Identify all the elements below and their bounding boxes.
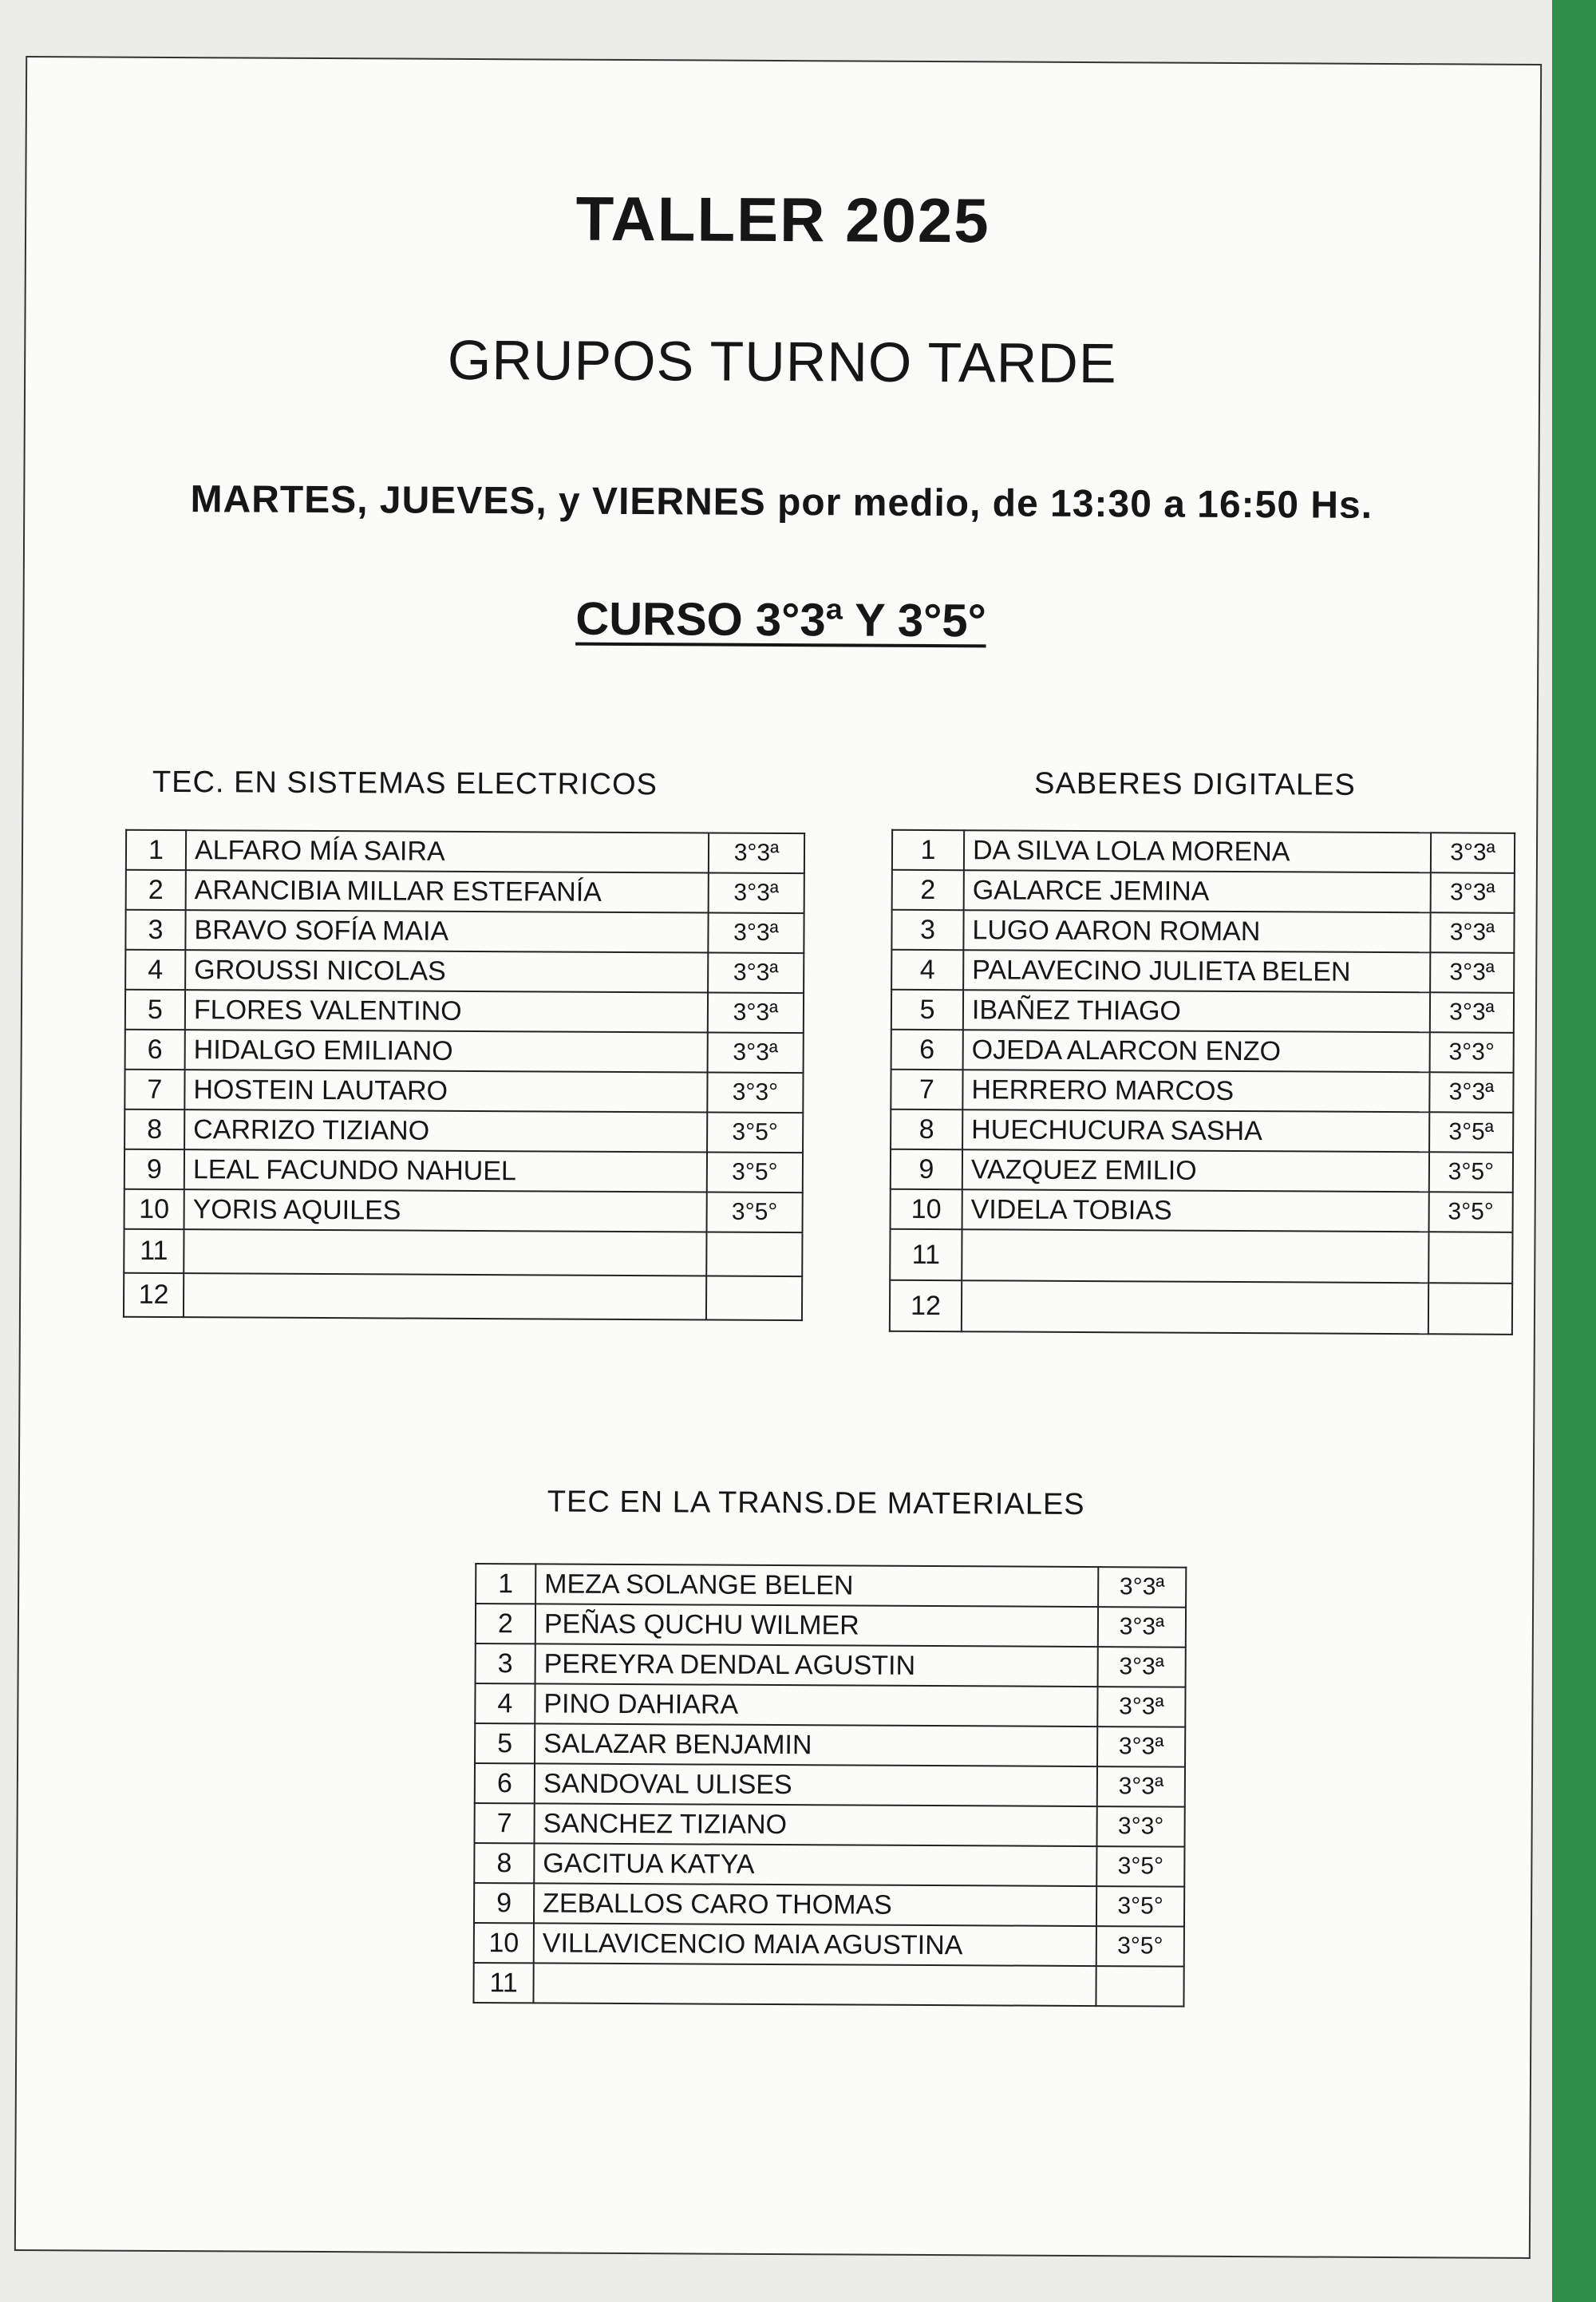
student-name: SALAZAR BENJAMIN — [535, 1723, 1097, 1766]
row-number: 2 — [126, 870, 186, 910]
row-number: 7 — [124, 1070, 184, 1109]
row-number: 3 — [476, 1643, 535, 1683]
student-course: 3°3ª — [1429, 1072, 1513, 1113]
student-course: 3°3ª — [1430, 992, 1514, 1033]
student-name: YORIS AQUILES — [184, 1189, 707, 1232]
document-sheet — [14, 56, 1542, 2259]
group-electricos-title: TEC. EN SISTEMAS ELECTRICOS — [152, 765, 658, 802]
student-course — [706, 1276, 802, 1321]
student-name: GACITUA KATYA — [534, 1843, 1096, 1886]
student-name — [962, 1229, 1428, 1283]
table-row — [892, 830, 1515, 873]
student-course: 3°5° — [1096, 1926, 1184, 1967]
row-number: 6 — [891, 1030, 963, 1070]
table-row — [473, 1963, 1183, 2007]
row-number: 8 — [891, 1109, 962, 1149]
table-row — [125, 990, 804, 1033]
table-row — [474, 1923, 1184, 1967]
page-title: TALLER 2025 — [575, 183, 990, 256]
table-row — [891, 1189, 1513, 1232]
table-row — [125, 1030, 804, 1073]
student-name: LUGO AARON ROMAN — [963, 910, 1430, 952]
row-number: 9 — [124, 1149, 184, 1189]
group-saberes-title: SABERES DIGITALES — [1033, 766, 1356, 802]
row-number: 1 — [126, 830, 186, 870]
student-name: SANCHEZ TIZIANO — [534, 1803, 1096, 1846]
student-name: PEREYRA DENDAL AGUSTIN — [535, 1643, 1098, 1687]
student-name: HERRERO MARCOS — [962, 1070, 1429, 1112]
student-name: ZEBALLOS CARO THOMAS — [534, 1883, 1096, 1926]
course-heading — [22, 589, 1539, 651]
student-course: 3°3ª — [1098, 1647, 1186, 1687]
row-number: 5 — [125, 990, 185, 1030]
student-course: 3°5° — [1429, 1152, 1513, 1193]
student-name: VILLAVICENCIO MAIA AGUSTINA — [534, 1923, 1096, 1966]
table-row — [124, 1229, 802, 1276]
table-row — [475, 1683, 1185, 1727]
table-row — [891, 950, 1514, 993]
table-row — [475, 1763, 1185, 1807]
student-course: 3°3ª — [1431, 833, 1515, 873]
table-row — [890, 1280, 1512, 1335]
student-course: 3°5° — [1096, 1886, 1184, 1927]
row-number: 3 — [125, 910, 185, 950]
background-edge — [1552, 0, 1596, 2302]
row-number: 1 — [892, 830, 964, 870]
row-number: 4 — [891, 950, 963, 990]
row-number: 9 — [891, 1149, 962, 1189]
row-number: 6 — [125, 1030, 185, 1070]
table-row — [474, 1803, 1184, 1847]
table-row — [890, 1229, 1512, 1284]
student-course: 3°3ª — [1098, 1567, 1186, 1608]
row-number: 10 — [124, 1189, 184, 1229]
student-name: VAZQUEZ EMILIO — [962, 1149, 1429, 1192]
table-row — [891, 1149, 1513, 1193]
student-name: HOSTEIN LAUTARO — [184, 1070, 707, 1112]
student-course: 3°5° — [1096, 1846, 1184, 1887]
table-row — [475, 1723, 1185, 1767]
student-course: 3°3ª — [708, 913, 804, 954]
student-course: 3°3ª — [1098, 1607, 1186, 1647]
table-row — [891, 990, 1514, 1033]
student-name: HUECHUCURA SASHA — [962, 1109, 1429, 1152]
student-name: SANDOVAL ULISES — [535, 1763, 1097, 1806]
student-name: LEAL FACUNDO NAHUEL — [184, 1149, 707, 1192]
table-row — [476, 1643, 1186, 1687]
student-name: OJEDA ALARCON ENZO — [963, 1030, 1430, 1072]
row-number: 5 — [475, 1723, 535, 1763]
course-heading-text: CURSO 3°3ª Y 3°5° — [575, 592, 986, 647]
row-number: 8 — [474, 1843, 534, 1883]
table-row — [891, 910, 1514, 953]
student-course — [1428, 1232, 1512, 1284]
row-number: 9 — [474, 1883, 534, 1923]
group-materiales-title: TEC EN LA TRANS.DE MATERIALES — [547, 1485, 1085, 1522]
schedule-text: MARTES, JUEVES, y VIERNES por medio, de 13:30 a 16:50 Hs. — [190, 478, 1373, 527]
group-materiales-table — [472, 1563, 1187, 2007]
row-number: 10 — [474, 1923, 534, 1963]
group-electricos-table — [123, 829, 805, 1321]
student-course: 3°3ª — [708, 953, 804, 994]
page-subtitle: GRUPOS TURNO TARDE — [447, 328, 1117, 395]
student-course: 3°5° — [707, 1113, 803, 1153]
row-number: 11 — [124, 1229, 184, 1273]
student-course: 3°3ª — [1430, 952, 1514, 993]
table-row — [891, 1030, 1514, 1073]
student-name: FLORES VALENTINO — [185, 990, 708, 1032]
row-number: 11 — [473, 1963, 533, 2003]
student-name: PINO DAHIARA — [535, 1683, 1097, 1726]
student-name: GALARCE JEMINA — [964, 870, 1431, 912]
student-course: 3°3ª — [1097, 1766, 1185, 1807]
table-row — [124, 1273, 802, 1320]
group-saberes-table — [889, 829, 1515, 1335]
student-name: BRAVO SOFÍA MAIA — [185, 910, 708, 952]
row-number: 3 — [891, 910, 963, 950]
student-course: 3°3ª — [1430, 912, 1514, 953]
student-course: 3°3ª — [1097, 1687, 1185, 1727]
student-course — [706, 1232, 802, 1277]
table-row — [125, 910, 804, 953]
student-course: 3°3° — [1430, 1032, 1514, 1073]
table-row — [124, 1149, 803, 1193]
student-name: PEÑAS QUCHU WILMER — [535, 1604, 1098, 1647]
row-number: 12 — [890, 1280, 962, 1331]
table-row — [892, 870, 1515, 913]
student-course: 3°5° — [707, 1193, 803, 1233]
student-course: 3°3ª — [708, 993, 804, 1034]
student-name — [962, 1280, 1428, 1334]
table-row — [891, 1109, 1513, 1153]
table-row — [474, 1843, 1184, 1887]
row-number: 7 — [474, 1803, 534, 1843]
student-name: HIDALGO EMILIANO — [185, 1030, 708, 1072]
row-number: 7 — [891, 1070, 962, 1109]
table-row — [124, 1109, 803, 1153]
student-name: DA SILVA LOLA MORENA — [964, 830, 1431, 872]
row-number: 12 — [124, 1273, 184, 1317]
student-course: 3°5ª — [1429, 1112, 1513, 1153]
student-name: ARANCIBIA MILLAR ESTEFANÍA — [186, 870, 709, 912]
row-number: 4 — [475, 1683, 535, 1723]
student-name: VIDELA TOBIAS — [962, 1189, 1429, 1232]
student-course: 3°3° — [1096, 1806, 1184, 1847]
table-row — [126, 870, 804, 913]
table-row — [474, 1883, 1184, 1927]
student-course: 3°5° — [1429, 1192, 1513, 1232]
student-name: MEZA SOLANGE BELEN — [535, 1564, 1098, 1607]
student-name — [533, 1963, 1096, 2006]
student-course: 3°3ª — [709, 873, 804, 914]
student-course: 3°5° — [707, 1153, 803, 1193]
row-number: 11 — [890, 1229, 962, 1280]
row-number: 2 — [476, 1604, 535, 1643]
student-course: 3°3ª — [1431, 872, 1515, 913]
row-number: 4 — [125, 950, 185, 990]
row-number: 8 — [124, 1109, 184, 1149]
row-number: 1 — [476, 1564, 535, 1604]
student-name — [184, 1273, 706, 1319]
student-course: 3°3ª — [709, 833, 804, 874]
row-number: 10 — [891, 1189, 962, 1229]
table-row — [126, 830, 804, 873]
student-name: CARRIZO TIZIANO — [184, 1109, 707, 1152]
student-name: ALFARO MÍA SAIRA — [186, 830, 709, 872]
table-row — [476, 1604, 1186, 1647]
table-row — [891, 1070, 1513, 1113]
table-row — [124, 1070, 803, 1113]
row-number: 5 — [891, 990, 963, 1030]
table-row — [124, 1189, 803, 1232]
student-course: 3°3ª — [708, 1033, 804, 1074]
student-course — [1428, 1283, 1512, 1335]
table-row — [125, 950, 804, 993]
table-row — [476, 1564, 1186, 1608]
student-name: GROUSSI NICOLAS — [185, 950, 708, 992]
student-name: PALAVECINO JULIETA BELEN — [963, 950, 1430, 992]
student-course: 3°3ª — [1097, 1726, 1185, 1767]
student-name: IBAÑEZ THIAGO — [963, 990, 1430, 1032]
student-course — [1096, 1966, 1183, 2007]
row-number: 2 — [892, 870, 964, 910]
row-number: 6 — [475, 1763, 535, 1803]
student-name — [184, 1229, 706, 1276]
student-course: 3°3° — [707, 1073, 803, 1113]
